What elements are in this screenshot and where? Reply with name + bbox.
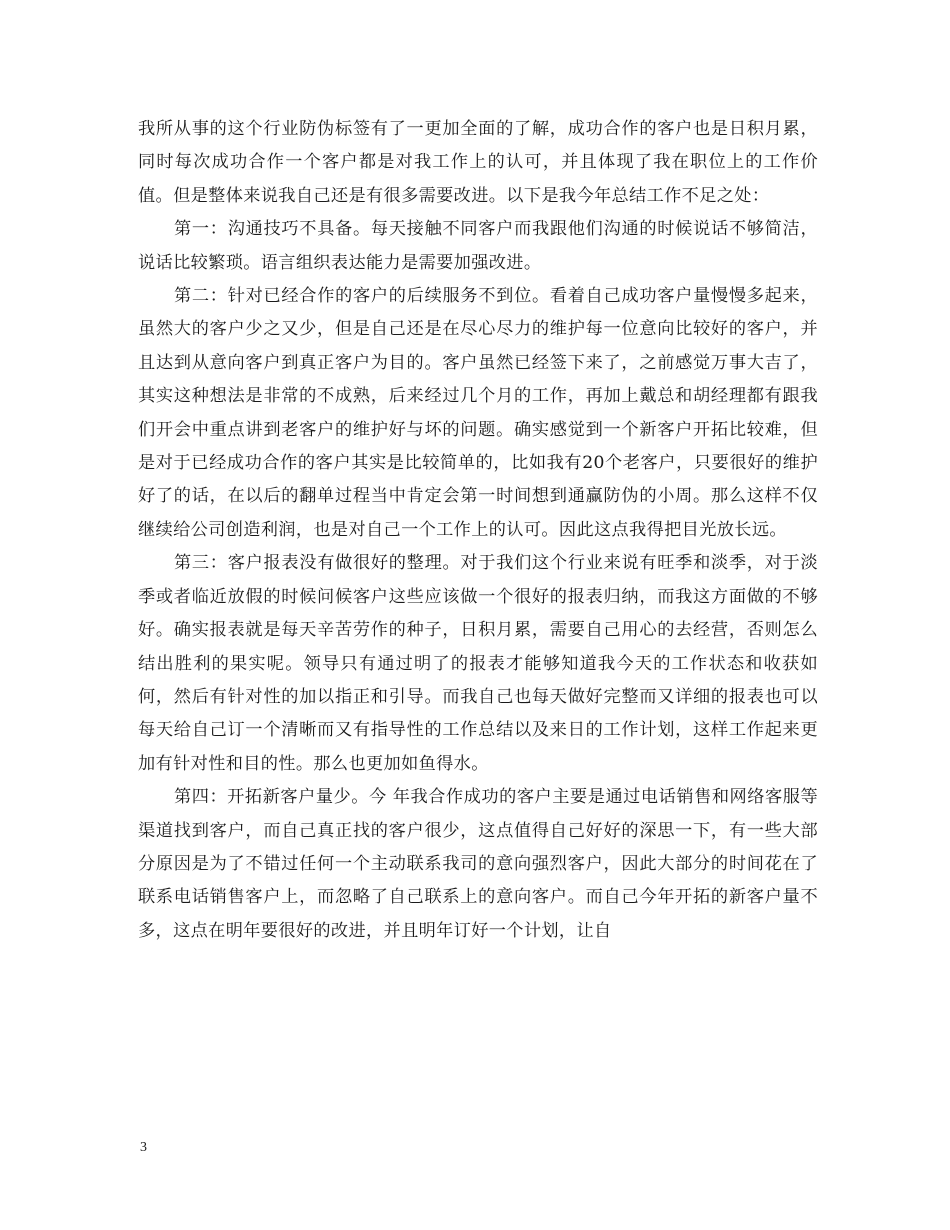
document-body (138, 113, 818, 948)
paragraph-point-one: 第一：沟通技巧不具备。每天接触不同客户而我跟他们沟通的时候说话不够简洁，说话比较繁琐。语言组织表达能力是需要加强改进。 (138, 219, 818, 273)
paragraph-point-four: 第四：开拓新客户量少。今 年我合作成功的客户主要是通过电话销售和网络客服等渠道找到客户，而自己真正找的客户很少，这点值得自己好好的深思一下，有一些大部分原因是为了不错过任何一个主动联系我司的意向强烈客户，因此大部分的时间花在了联系电话销售客户上，而忽略了自己联系上的意向客户。而自己今年开拓的新客户量不多，这点在明年要很好的改进，并且明年订好一个计划，让自 (138, 787, 818, 941)
page-number: 3 (140, 1140, 147, 1155)
paragraph-point-three: 第三：客户报表没有做很好的整理。对于我们这个行业来说有旺季和淡季，对于淡季或者临近放假的时候问候客户这些应该做一个很好的报表归纳，而我这方面做的不够好。确实报表就是每天辛苦劳作的种子，日积月累，需要自己用心的去经营，否则怎么结出胜利的果实呢。领导只有通过明了的报表才能够知道我今天的工作状态和收获如何，然后有针对性的加以指正和引导。而我自己也每天做好完整而又详细的报表也可以每天给自己订一个清晰而又有指导性的工作总结以及来日的工作计划，这样工作起来更加有针对性和目的性。那么也更加如鱼得水。 (138, 553, 818, 774)
paragraph-point-two: 第二：针对已经合作的客户的后续服务不到位。看着自己成功客户量慢慢多起来，虽然大的客户少之又少，但是自己还是在尽心尽力的维护每一位意向比较好的客户，并且达到从意向客户到真正客户为目的。客户虽然已经签下来了，之前感觉万事大吉了，其实这种想法是非常的不成熟，后来经过几个月的工作，再加上戴总和胡经理都有跟我们开会中重点讲到老客户的维护好与坏的问题。确实感觉到一个新客户开拓比较难，但是对于已经成功合作的客户其实是比较简单的，比如我有20个老客户，只要很好的维护好了的话，在以后的翻单过程当中肯定会第一时间想到通赢防伪的小周。那么这样不仅继续给公司创造利润，也是对自己一个工作上的认可。因此这点我得把目光放长远。 (138, 286, 818, 540)
paragraph-intro: 我所从事的这个行业防伪标签有了一更加全面的了解，成功合作的客户也是日积月累，同时每次成功合作一个客户都是对我工作上的认可，并且体现了我在职位上的工作价值。但是整体来说我自己还是有很多需要改进。以下是我今年总结工作不足之处： (138, 119, 818, 206)
